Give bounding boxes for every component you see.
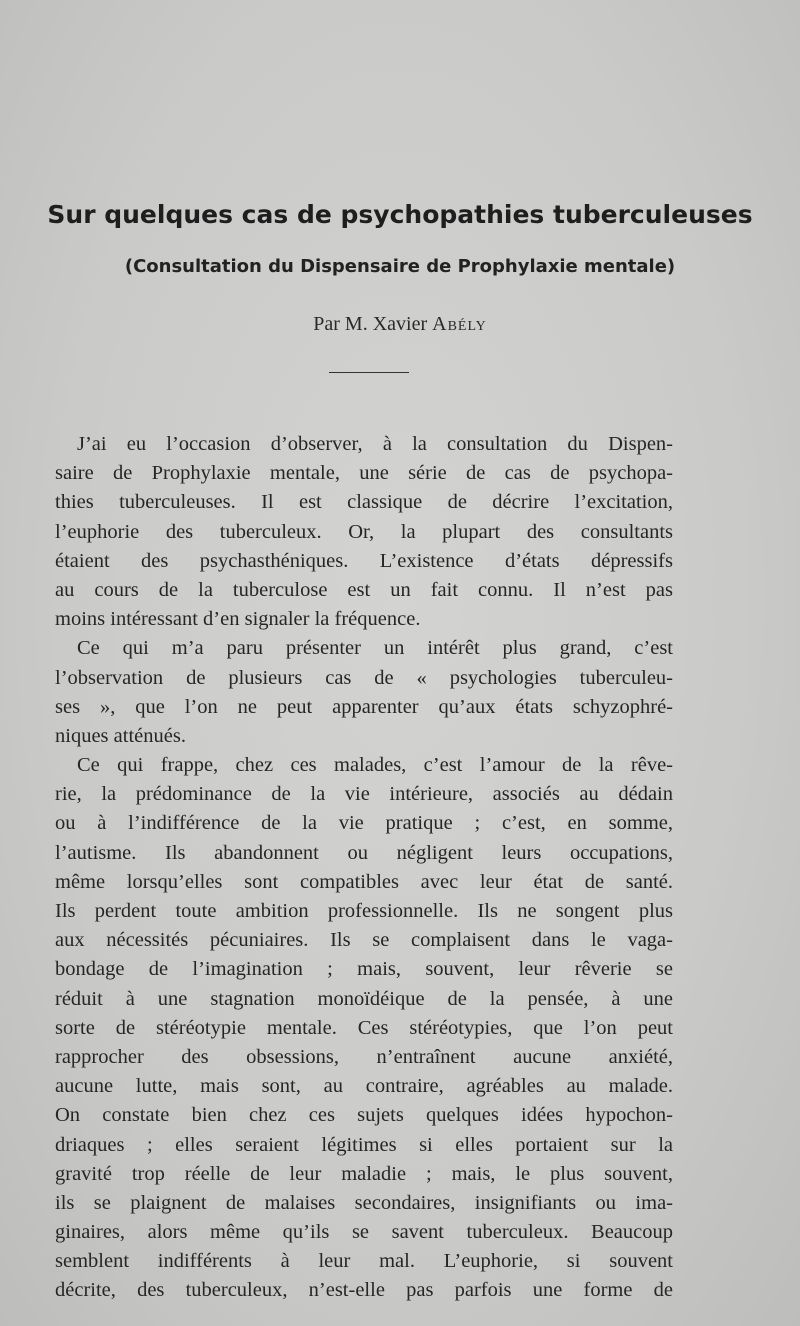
text-line: étaient des psychasthéniques. L’existence d’états dépressifs [55,549,673,572]
text-line: l’observation de plusieurs cas de « psychologies tuberculeu- [55,666,673,689]
text-line: Ce qui frappe, chez ces malades, c’est l’amour de la rêve- [77,754,673,777]
text-line: On constate bien chez ces sujets quelques idées hypochon- [55,1104,673,1127]
author-surname: Abély [432,313,487,335]
paragraph-2 [55,634,673,751]
paragraph-1 [55,430,673,634]
paragraph-3 [55,751,673,1306]
text-line: l’autisme. Ils abandonnent ou négligent leurs occupations, [55,841,673,864]
text-line: aux nécessités pécuniaires. Ils se complaisent dans le vaga- [55,929,673,952]
text-line: J’ai eu l’occasion d’observer, à la consultation du Dispen- [77,433,673,455]
text-line: ils se plaignent de malaises secondaires, insignifiants ou ima- [55,1191,673,1214]
text-line: niques atténués. [55,724,186,747]
byline-prefix: Par M. Xavier [313,313,433,335]
text-line: aucune lutte, mais sont, au contraire, agréables au malade. [55,1075,673,1098]
text-line: Ils perdent toute ambition professionnelle. Ils ne songent plus [55,900,673,922]
text-line: l’euphorie des tuberculeux. Or, la plupart des consultants [55,520,673,543]
article-subtitle: (Consultation du Dispensaire de Prophylaxie mentale) [124,256,676,277]
text-line: bondage de l’imagination ; mais, souvent, leur rêverie se [55,958,673,981]
title-separator-rule [329,372,409,373]
text-line: driaques ; elles seraient légitimes si elles portaient sur la [55,1133,673,1156]
text-line: thies tuberculeuses. Il est classique de décrire l’excitation, [55,491,673,514]
text-line: rapprocher des obsessions, n’entraînent aucune anxiété, [55,1045,673,1068]
text-line: au cours de la tuberculose est un fait connu. Il n’est pas [55,578,673,601]
text-line: même lorsqu’elles sont compatibles avec leur état de santé. [55,870,673,893]
text-line: ses », que l’on ne peut apparenter qu’aux états schyzophré- [55,695,673,718]
text-line: saire de Prophylaxie mentale, une série de cas de psychopa- [55,462,673,485]
text-line: ou à l’indifférence de la vie pratique ; c’est, en somme, [55,812,673,835]
text-line: rie, la prédominance de la vie intérieure, associés au dédain [55,783,673,806]
text-line: sorte de stéréotypie mentale. Ces stéréotypies, que l’on peut [55,1016,673,1039]
text-line: moins intéressant d’en signaler la fréquence. [55,608,421,631]
text-line: ginaires, alors même qu’ils se savent tuberculeux. Beaucoup [55,1221,673,1244]
text-line: semblent indifférents à leur mal. L’euphorie, si souvent [55,1250,673,1273]
text-line: Ce qui m’a paru présenter un intérêt plus grand, c’est [77,637,673,660]
text-line: gravité trop réelle de leur maladie ; mais, le plus souvent, [55,1162,673,1185]
text-line: décrite, des tuberculeux, n’est-elle pas parfois une forme de [55,1279,673,1302]
article-body [55,430,673,1306]
author-byline [0,313,800,336]
text-line: réduit à une stagnation monoïdéique de la pensée, à une [55,987,673,1010]
article-title: Sur quelques cas de psychopathies tuberculeuses [47,200,753,229]
